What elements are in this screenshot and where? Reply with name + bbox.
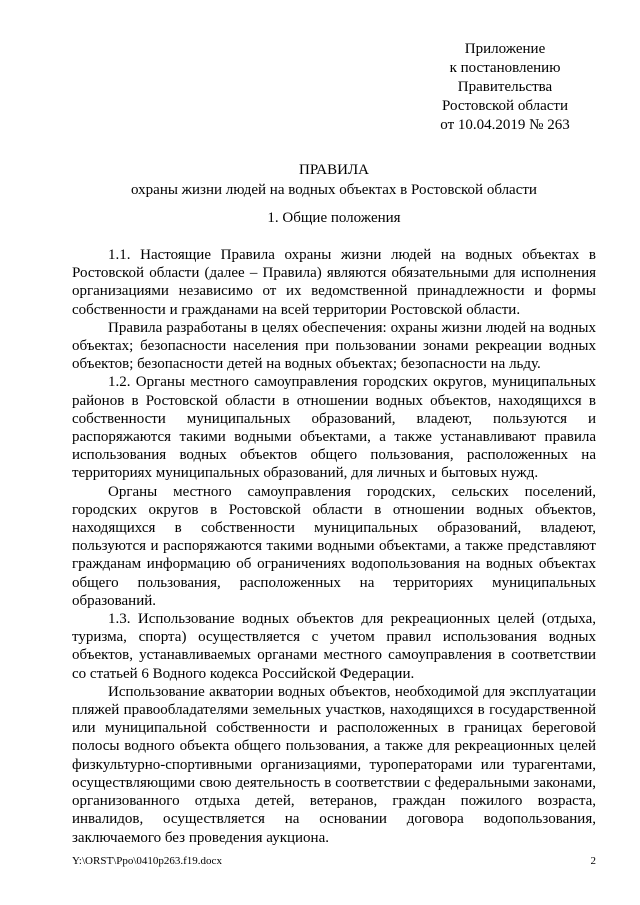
paragraph: 1.3. Использование водных объектов для рекреационных целей (отдыха, туризма, спорта) осуществляется с учетом правил использования водных объектов, устанавливаемых органами местного самоуправления в соответствии со статьей 6 Водного кодекса Российской Федерации. xyxy=(72,611,596,682)
section-heading: 1. Общие положения xyxy=(267,210,401,226)
paragraph: Правила разработаны в целях обеспечения: охраны жизни людей на водных объектах; безопасности населения при пользовании зонами рекреации водных объектов; безопасности детей на водных объектах; безопасности на льду. xyxy=(72,319,596,373)
paragraph: Органы местного самоуправления городских, сельских поселений, городских округов в Ростовской области в отношении водных объектов, находящихся в собственности муниципальных образований, владеют, пользуются и распоряжаются такими водными объектами, а также представляют гражданам информацию об ограничениях водопользования на водных объектах общего пользования, расположенных на территориях муниципальных образований. xyxy=(72,483,596,609)
document-title: ПРАВИЛА xyxy=(299,162,369,178)
paragraph: 1.2. Органы местного самоуправления городских округов, муниципальных районов в Ростовской области в отношении водных объектов, находящихся в собственности муниципальных образований, владеют, пользуются и распоряжаются такими водными объектами, а также устанавливают правила использования водных объектов общего пользования, расположенных на территориях муниципальных образований, для личных и бытовых нужд. xyxy=(72,374,596,482)
paragraph: 1.1. Настоящие Правила охраны жизни людей на водных объектах в Ростовской области (далее – Правила) являются обязательными для исполнения организациями независимо от их ведомственной принадлежности и формы собственности и гражданами на всей территории Ростовской области. xyxy=(72,247,596,318)
appendix-line: Правительства xyxy=(457,79,553,95)
footer-file-path: Y:\ORST\Ppo\0410p263.f19.docx xyxy=(72,855,222,867)
appendix-line: Приложение xyxy=(464,41,546,57)
appendix-block xyxy=(420,40,590,135)
paragraph: Использование акватории водных объектов, необходимой для эксплуатации пляжей правообладателями земельных участков, находящихся в государственной или муниципальной собственности и расположенных в границах береговой полосы водного объекта общего пользования, а также для рекреационных целей физкультурно-спортивными организациями, туроператорами или турагентами, осуществляющими свою деятельность в соответствии с федеральными законами, организованного отдыха детей, ветеранов, граждан пожилого возраста, инвалидов, осуществляется на основании договора водопользования, заключаемого без проведения аукциона. xyxy=(72,683,596,846)
appendix-line: к постановлению xyxy=(449,60,561,76)
document-title-block xyxy=(72,160,596,200)
footer-page-number: 2 xyxy=(590,855,596,867)
document-body xyxy=(72,246,596,847)
document-subtitle: охраны жизни людей на водных объектах в Ростовской области xyxy=(131,182,537,198)
appendix-line: Ростовской области xyxy=(442,98,568,114)
appendix-line: от 10.04.2019 № 263 xyxy=(440,117,570,133)
